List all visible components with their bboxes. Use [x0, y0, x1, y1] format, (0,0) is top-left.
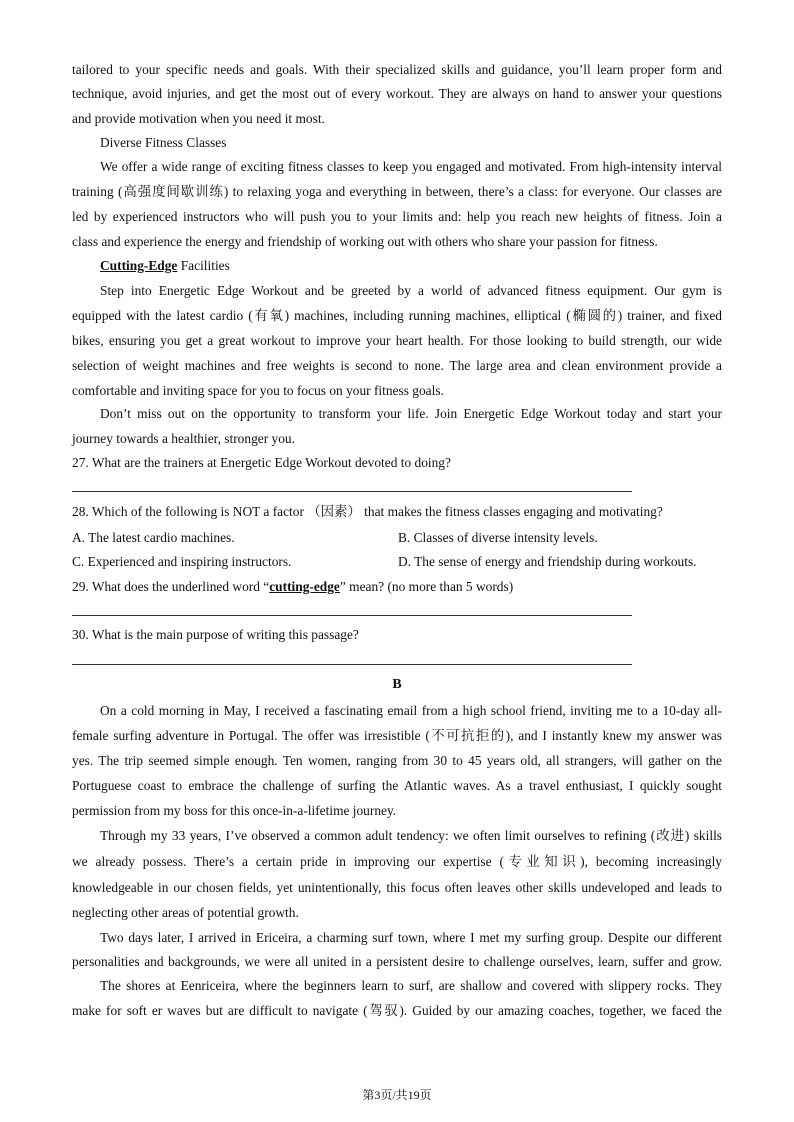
b-p4-line-2: make for soft er waves but are difficult to navigate (驾驭). Guided by our amazing coaches, together, we faced the — [72, 1003, 722, 1018]
b-p1-line-4: Portuguese coast to embrace the challenge of surfing the Atlantic waves. As a travel enthusiast, I quickly sought — [72, 778, 722, 793]
q28-option-b: B. Classes of diverse intensity levels. — [398, 530, 598, 545]
b-p4-line-1: The shores at Eenriceira, where the beginners learn to surf, are shallow and covered with slippery rocks. They — [100, 978, 722, 993]
facilities-line-5: comfortable and inviting space for you to focus on your fitness goals. — [72, 383, 444, 398]
classes-line-4: class and experience the energy and friendship of working out with others who share your passion for fitness. — [72, 234, 658, 249]
facilities-heading-rest: Facilities — [177, 258, 230, 273]
q28-option-c: C. Experienced and inspiring instructors. — [72, 554, 292, 569]
trainers-line-1: tailored to your specific needs and goals. With their specialized skills and guidance, you’ll learn proper form and — [72, 62, 722, 77]
classes-line-3: led by experienced instructors who will push you to your limits and: help you reach new heights of fitness. Join a — [72, 209, 722, 224]
q28-option-d: D. The sense of energy and friendship during workouts. — [398, 554, 697, 569]
b-p2-line-4: neglecting other areas of potential growth. — [72, 905, 299, 920]
facilities-line-2: equipped with the latest cardio (有氧) machines, including running machines, elliptical (椭圆的) trainer, and fixed — [72, 308, 722, 323]
b-p1-line-5: permission from my boss for this once-in-a-lifetime journey. — [72, 803, 397, 818]
trainers-line-2: technique, avoid injuries, and get the most out of every workout. They are always on hand to answer your questions — [72, 86, 722, 101]
q29-underlined-word: cutting-edge — [269, 579, 340, 594]
question-27: 27. What are the trainers at Energetic Edge Workout devoted to doing? — [72, 455, 451, 470]
facilities-heading — [100, 257, 722, 275]
cutting-edge-underlined-word: Cutting-Edge — [100, 258, 178, 273]
answer-line-30[interactable] — [72, 664, 632, 665]
b-p2-line-3: knowledgeable in our chosen fields, yet unintentionally, this focus often leaves other skills undeveloped and leads to — [72, 880, 722, 895]
b-p1-line-3: yes. The trip seemed simple enough. Ten women, ranging from 30 to 45 years old, all strangers, will gather on the — [72, 753, 722, 768]
q28-option-a: A. The latest cardio machines. — [72, 530, 235, 545]
facilities-line-4: selection of weight machines and free weights is second to none. The large area and clean environment provide a — [72, 358, 722, 373]
b-p3-line-1: Two days later, I arrived in Ericeira, a charming surf town, where I met my surfing group. Despite our different — [100, 930, 722, 945]
b-p2-line-2: we already possess. There’s a certain pride in improving our expertise (专业知识), becoming increasingly — [72, 854, 722, 869]
trainers-line-3: and provide motivation when you need it most. — [72, 111, 325, 126]
q29-text-post: ” mean? (no more than 5 words) — [339, 579, 514, 594]
closing-line-2: journey towards a healthier, stronger you. — [72, 431, 295, 446]
b-p2-line-1: Through my 33 years, I’ve observed a common adult tendency: we often limit ourselves to refining (改进) skills — [100, 828, 722, 843]
classes-heading: Diverse Fitness Classes — [100, 135, 227, 150]
q29-text-pre: 29. What does the underlined word “ — [72, 579, 270, 594]
closing-line-1: Don’t miss out on the opportunity to transform your life. Join Energetic Edge Workout today and start your — [100, 406, 722, 421]
b-p1-line-1: On a cold morning in May, I received a fascinating email from a high school friend, inviting me to a 10-day all- — [100, 703, 722, 718]
facilities-line-1: Step into Energetic Edge Workout and be greeted by a world of advanced fitness equipment. Our gym is — [100, 283, 722, 298]
b-p3-line-2: personalities and backgrounds, we were all united in a persistent desire to challenge ourselves, learn, suffer and grow. — [72, 954, 722, 969]
b-p1-line-2: female surfing adventure in Portugal. The offer was irresistible (不可抗拒的), and I instantly knew my answer was — [72, 728, 722, 743]
classes-line-2: training (高强度间歇训练) to relaxing yoga and everything in between, there’s a class: for everyone. Our classes are — [72, 184, 722, 199]
section-b-label: B — [392, 677, 402, 692]
answer-line-29[interactable] — [72, 615, 632, 616]
answer-line-27[interactable] — [72, 491, 632, 492]
classes-line-1: We offer a wide range of exciting fitness classes to keep you engaged and motivated. From high-intensity interval — [100, 159, 722, 174]
question-28: 28. Which of the following is NOT a factor （因素） that makes the fitness classes engaging and motivating? — [72, 504, 663, 519]
page-indicator: 第3页/共19页 — [362, 1088, 432, 1102]
facilities-line-3: bikes, ensuring you get a great workout to improve your heart health. For those looking to build strength, our wide — [72, 333, 722, 348]
question-29 — [72, 578, 722, 596]
question-30: 30. What is the main purpose of writing this passage? — [72, 627, 359, 642]
